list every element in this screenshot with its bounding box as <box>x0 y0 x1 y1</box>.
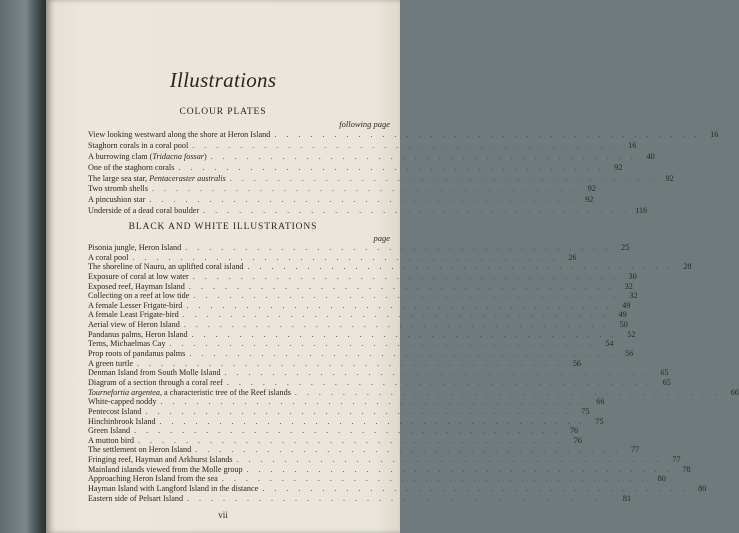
leader-dots: . . . . . . . . . . . . . . . . . . . . . . . . . . . . . . . . . . . . <box>192 271 619 281</box>
page-number: vii <box>218 510 228 520</box>
entry-label: A coral pool <box>88 252 129 262</box>
entry-label: Approaching Heron Island from the sea <box>88 474 218 484</box>
entry-label: Staghorn corals in a coral pool <box>88 140 189 150</box>
entry-page-number: 65 <box>660 368 669 378</box>
entry-page-number: 49 <box>622 300 631 310</box>
entry-label: Green Island <box>88 426 131 436</box>
entry-label: Pentecost Island <box>88 406 142 416</box>
entry-label: The settlement on Heron Island <box>88 445 192 455</box>
entry-label: Prop roots of pandanus palms <box>88 349 186 359</box>
entry-page-number: 92 <box>587 184 596 194</box>
leader-dots: . . . . . . . . . . . . . . . . . . . . . . . . . . . . . . . . . . . . <box>137 358 564 368</box>
leader-dots: . . . . . . . . . . . . . . . . . . . . . . . . . . . . . . . . . . . . <box>247 262 674 272</box>
leader-dots: . . . . . . . . . . . . . . . . . . . . . . . . . . . . . . . . . . . . <box>192 140 619 150</box>
black-white-list <box>88 243 739 504</box>
black-white-heading: BLACK AND WHITE ILLUSTRATIONS <box>128 222 318 232</box>
entry-page-number: 76 <box>569 426 579 436</box>
entry-label: A mutton bird <box>88 435 134 445</box>
entry-label: Exposure of coral at low water <box>88 271 189 281</box>
entry-label: Underside of a dead coral boulder <box>88 206 200 216</box>
leader-dots: . . . . . . . . . . . . . . . . . . . . . . . . . . . . . . . . . . . . <box>145 406 572 416</box>
leader-dots: . . . . . . . . . . . . . . . . . . . . . . . . . . . . . . . . . . . . <box>221 474 648 484</box>
entry-label: Two stromb shells <box>88 184 148 194</box>
entry-page-number: 56 <box>572 358 582 368</box>
entry-page-number: 75 <box>595 416 604 426</box>
leader-dots: . . . . . . . . . . . . . . . . . . . . . . . . . . . . . . . . . . . . <box>262 484 689 494</box>
leader-dots: . . . . . . . . . . . . . . . . . . . . . . . . . . . . . . . . . . . . <box>186 300 613 310</box>
leader-dots: . . . . . . . . . . . . . . . . . . . . . . . . . . . . . . . . . . . . <box>195 445 622 455</box>
list-item <box>88 493 632 505</box>
leader-dots: . . . . . . . . . . . . . . . . . . . . . . . . . . . . . . . . . . . . <box>169 339 596 349</box>
entry-page-number: 49 <box>618 310 627 320</box>
entry-page-number: 26 <box>568 252 577 262</box>
list-item <box>88 162 623 175</box>
leader-dots: . . . . . . . . . . . . . . . . . . . . . . . . . . . . . . . . . . . . <box>182 310 609 320</box>
entry-label: Fringing reef, Hayman and Arkhurst Islands <box>88 455 233 465</box>
entry-page-number: 78 <box>682 464 691 474</box>
leader-dots: . . . . . . . . . . . . . . . . . . . . . . . . . . . . . . . . . . . . <box>160 397 587 407</box>
entry-page-number: 77 <box>672 455 681 465</box>
leader-dots: . . . . . . . . . . . . . . . . . . . . . . . . . . . . . . . . . . . . <box>183 320 610 330</box>
entry-label: Pisonia jungle, Heron Island <box>88 243 182 252</box>
entry-label: Terns, Michaelmas Cay <box>88 339 166 349</box>
entry-label: Collecting on a reef at low tide <box>88 291 190 301</box>
colour-plates-column-label: following page <box>339 119 390 129</box>
entry-page-number: 66 <box>596 397 605 407</box>
leader-dots: . . . . . . . . . . . . . . . . . . . . . . . . . . . . . . . . . . . . <box>189 349 616 359</box>
leader-dots: . . . . . . . . . . . . . . . . . . . . . . . . . . . . . . . . . . . . <box>191 329 618 339</box>
entry-label: One of the staghorn corals <box>88 162 175 172</box>
book-binding <box>0 0 46 533</box>
entry-label: A green turtle <box>88 358 134 368</box>
colour-plates-list <box>88 130 719 218</box>
leader-dots: . . . . . . . . . . . . . . . . . . . . . . . . . . . . . . . . . . . . <box>224 368 651 378</box>
entry-page-number: 32 <box>629 291 638 301</box>
entry-page-number: 16 <box>628 140 637 150</box>
entry-label: Aerial view of Heron Island <box>88 320 180 330</box>
entry-page-number: 28 <box>683 262 692 272</box>
leader-dots: . . . . . . . . . . . . . . . . . . . . . . . . . . . . . . . . . . . . <box>159 416 586 426</box>
entry-page-number: 92 <box>614 162 623 172</box>
entry-page-number: 56 <box>625 349 634 359</box>
page-title: Illustrations <box>169 68 277 92</box>
entry-page-number: 65 <box>662 377 671 387</box>
entry-page-number: 80 <box>698 484 707 494</box>
leader-dots: . . . . . . . . . . . . . . . . . . . . . . . . . . . . . . . . . . . . <box>193 291 620 301</box>
entry-page-number: 16 <box>710 130 719 139</box>
entry-label: The shoreline of Nauru, an uplifted coral island <box>88 262 244 272</box>
list-item <box>88 206 648 218</box>
entry-page-number: 75 <box>581 406 590 416</box>
leader-dots: . . . . . . . . . . . . . . . . . . . . . . . . . . . . . . . . . . . . <box>151 184 578 194</box>
leader-dots: . . . . . . . . . . . . . . . . . . . . . . . . . . . . . . . . . . . . <box>132 252 559 262</box>
entry-label: Hayman Island with Langford Island in the distance <box>88 484 259 494</box>
leader-dots: . . . . . . . . . . . . . . . . . . . . . . . . . . . . . . . . . . . . <box>203 206 630 216</box>
entry-page-number: 81 <box>622 493 632 503</box>
entry-label: Diagram of a section through a coral reef <box>88 377 223 387</box>
entry-page-number: 92 <box>665 173 674 183</box>
entry-page-number: 92 <box>585 195 594 205</box>
entry-label: Denman Island from South Molle Island <box>88 368 221 378</box>
entry-label: A burrowing clam (Tridacna fossar) <box>88 151 207 161</box>
entry-page-number: 52 <box>627 329 636 339</box>
leader-dots: . . . . . . . . . . . . . . . . . . . . . . . . . . . . . . . . . . . . <box>185 243 612 252</box>
entry-label: Mainland islands viewed from the Molle group <box>88 464 243 474</box>
entry-label: Exposed reef, Hayman Island <box>88 281 185 291</box>
colour-plates-heading: COLOUR PLATES <box>179 107 267 117</box>
entry-label: Eastern side of Pelsart Island <box>88 493 184 503</box>
entry-label: A female Lesser Frigate-bird <box>88 300 183 310</box>
entry-page-number: 77 <box>631 445 640 455</box>
entry-label: White-capped noddy <box>88 397 157 407</box>
leader-dots: . . . . . . . . . . . . . . . . . . . . . . . . . . . . . . . . . . . . <box>134 426 561 436</box>
black-white-column-label: page <box>373 233 390 243</box>
leader-dots: . . . . . . . . . . . . . . . . . . . . . . . . . . . . . . . . . . . . <box>178 162 605 172</box>
leader-dots: . . . . . . . . . . . . . . . . . . . . . . . . . . . . . . . . . . . . <box>137 435 564 445</box>
entry-page-number: 25 <box>621 243 630 252</box>
leader-dots: . . . . . . . . . . . . . . . . . . . . . . . . . . . . . . . . . . . . <box>210 151 637 161</box>
entry-label: View looking westward along the shore at Heron Island <box>88 130 271 139</box>
leader-dots: . . . . . . . . . . . . . . . . . . . . . . . . . . . . . . . . . . . . <box>188 281 615 291</box>
leader-dots: . . . . . . . . . . . . . . . . . . . . . . . . . . . . . . . . . . . . <box>187 493 614 503</box>
entry-page-number: 76 <box>573 435 582 445</box>
entry-label: A female Least Frigate-bird <box>88 310 179 320</box>
entry-label: The large sea star, Pentaceraster australis <box>88 173 226 183</box>
entry-page-number: 30 <box>628 271 637 281</box>
leader-dots: . . . . . . . . . . . . . . . . . . . . . . . . . . . . . . . . . . . . <box>149 195 576 205</box>
entry-label: Pandanus palms, Heron Island <box>88 329 188 339</box>
leader-dots: . . . . . . . . . . . . . . . . . . . . . . . . . . . . . . . . . . . . <box>226 377 653 387</box>
leader-dots: . . . . . . . . . . . . . . . . . . . . . . . . . . . . . . . . . . . . <box>274 130 701 139</box>
entry-label: Hinchinbrook Island <box>88 416 156 426</box>
entry-page-number: 80 <box>657 474 666 484</box>
entry-page-number: 54 <box>605 339 614 349</box>
entry-page-number: 40 <box>646 151 655 161</box>
entry-label: A pincushion star <box>88 195 146 205</box>
entry-page-number: 32 <box>624 281 633 291</box>
leader-dots: . . . . . . . . . . . . . . . . . . . . . . . . . . . . . . . . . . . . <box>294 387 721 397</box>
entry-page-number: 66 <box>730 387 739 397</box>
book-page <box>46 0 739 533</box>
entry-page-number: 116 <box>635 206 648 216</box>
leader-dots: . . . . . . . . . . . . . . . . . . . . . . . . . . . . . . . . . . . . <box>246 464 673 474</box>
leader-dots: . . . . . . . . . . . . . . . . . . . . . . . . . . . . . . . . . . . . <box>229 173 656 183</box>
entry-label: Tournefortia argentea, a characteristic tree of the Reef islands <box>88 387 291 397</box>
entry-page-number: 50 <box>619 320 628 330</box>
leader-dots: . . . . . . . . . . . . . . . . . . . . . . . . . . . . . . . . . . . . <box>236 455 663 465</box>
